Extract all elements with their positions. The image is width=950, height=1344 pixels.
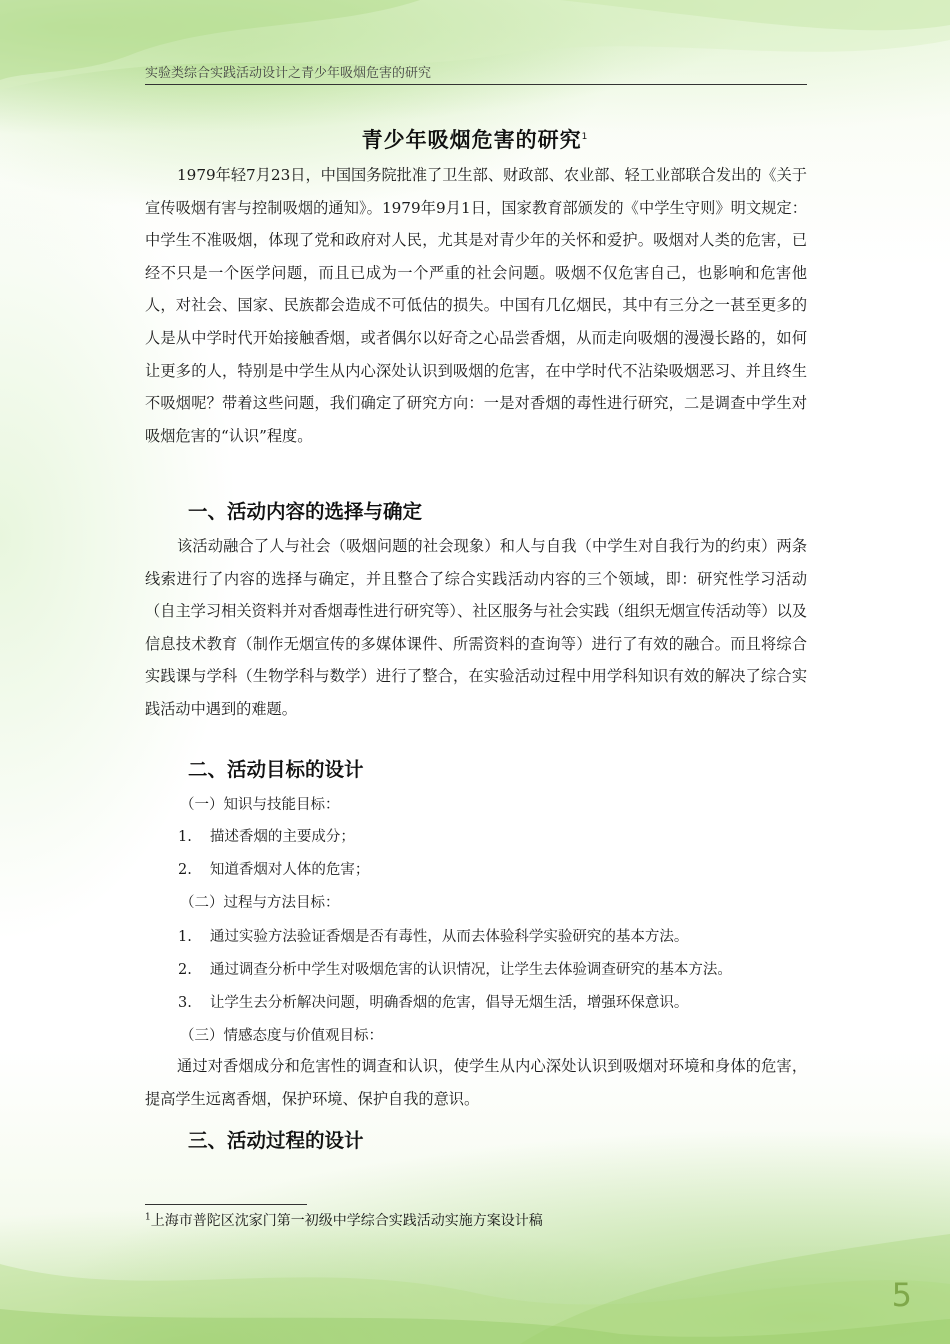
list-number: 3.	[178, 995, 192, 1011]
background-decoration-top	[0, 0, 950, 110]
document-title	[0, 124, 950, 154]
section1-heading: 一、活动内容的选择与确定	[188, 500, 423, 523]
goal3-label: （三）情感态度与价值观目标：	[180, 1028, 383, 1044]
running-header: 实验类综合实践活动设计之青少年吸烟危害的研究	[145, 66, 807, 85]
footnote-text: 上海市普陀区沈家门第一初级中学综合实践活动实施方案设计稿	[150, 1213, 543, 1229]
section2-heading: 二、活动目标的设计	[188, 758, 364, 781]
list-text: 知道香烟对人体的危害；	[209, 862, 370, 878]
footnote-mark: 1	[145, 1212, 151, 1223]
list-number: 1.	[178, 929, 192, 945]
list-number: 2.	[178, 862, 192, 878]
page-number: 5	[891, 1276, 912, 1314]
list-text: 让学生去分析解决问题，明确香烟的危害，倡导无烟生活，增强环保意识。	[209, 995, 689, 1011]
goal1-label: （一）知识与技能目标：	[180, 797, 340, 813]
section3-heading: 三、活动过程的设计	[188, 1129, 364, 1152]
intro-paragraph: 1979年轻7月23日，中国国务院批准了卫生部、财政部、农业部、轻工业部联合发出的《关于宣传吸烟有害与控制吸烟的通知》。1979年9月1日，国家教育部颁发的《中学生守则》明文规定：中学生不准吸烟，体现了党和政府对人民，尤其是对青少年的关怀和爱护。吸烟对人类的危害，已经不只是一个医学问题，而且已成为一个严重的社会问题。吸烟不仅危害自己，也影响和危害他人，对社会、国家、民族都会造成不可低估的损失。中国有几亿烟民，其中有三分之一甚至更多的人是从中学时代开始接触香烟，或者偶尔以好奇之心品尝香烟，从而走向吸烟的漫漫长路的，如何让更多的人，特别是中学生从内心深处认识到吸烟的危害，在中学时代不沾染吸烟恶习、并且终生不吸烟呢？带着这些问题，我们确定了研究方向：一是对香烟的毒性进行研究，二是调查中学生对吸烟危害的“认识”程度。	[145, 166, 807, 445]
goal2-label: （二）过程与方法目标：	[180, 895, 340, 911]
list-text: 描述香烟的主要成分；	[209, 829, 355, 845]
section1-paragraph: 该活动融合了人与社会（吸烟问题的社会现象）和人与自我（中学生对自我行为的约束）两条线索进行了内容的选择与确定，并且整合了综合实践活动内容的三个领域，即：研究性学习活动（自主学习相关资料并对香烟毒性进行研究等）、社区服务与社会实践（组织无烟宣传活动等）以及信息技术教育（制作无烟宣传的多媒体课件、所需资料的查询等）进行了有效的融合。而且将综合实践课与学科（生物学科与数学）进行了整合，在实验活动过程中用学科知识有效的解决了综合实践活动中遇到的难题。	[145, 537, 807, 718]
goal2-item-3	[178, 991, 688, 1012]
goal2-item-1	[178, 925, 688, 946]
footnote-divider	[145, 1204, 307, 1205]
goal1-item-2	[178, 858, 369, 879]
goal3-paragraph: 通过对香烟成分和危害性的调查和认识，使学生从内心深处认识到吸烟对环境和身体的危害，提高学生远离香烟，保护环境、保护自我的意识。	[145, 1057, 807, 1108]
footnote	[145, 1210, 543, 1230]
list-number: 1.	[178, 829, 192, 845]
background-decoration-bottom	[0, 1144, 950, 1344]
list-number: 2.	[178, 962, 192, 978]
list-text: 通过调查分析中学生对吸烟危害的认识情况，让学生去体验调查研究的基本方法。	[209, 962, 732, 978]
goal1-item-1	[178, 825, 355, 846]
goal2-item-2	[178, 958, 732, 979]
list-text: 通过实验方法验证香烟是否有毒性，从而去体验科学实验研究的基本方法。	[209, 929, 689, 945]
title-text: 青少年吸烟危害的研究	[361, 128, 582, 152]
title-footnote-mark: 1	[581, 132, 589, 142]
